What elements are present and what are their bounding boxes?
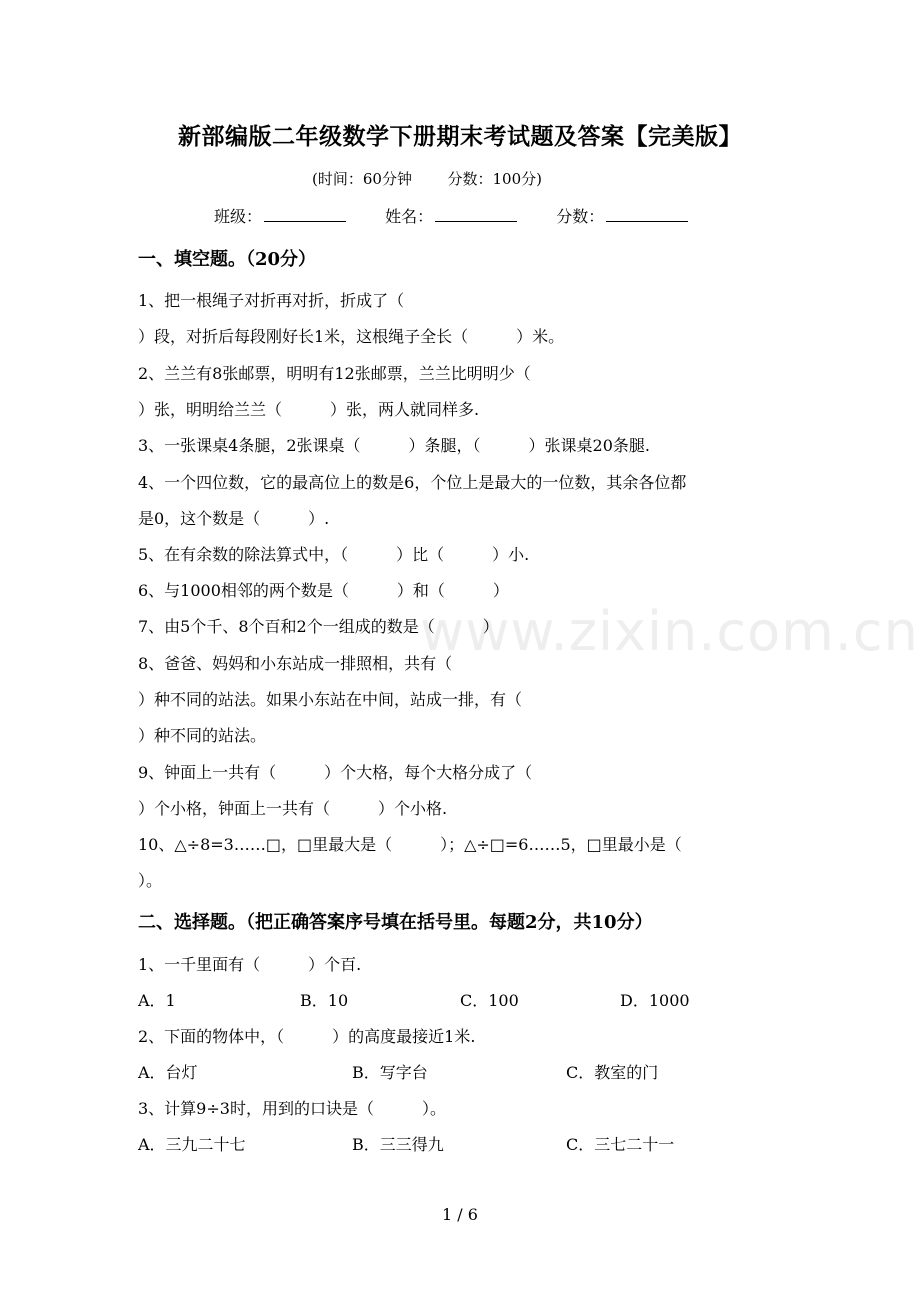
option-a[interactable]: A．三九二十七 bbox=[138, 1135, 246, 1154]
score-blank[interactable] bbox=[606, 207, 688, 222]
option-b[interactable]: B．写字台 bbox=[352, 1063, 428, 1082]
option-d[interactable]: D．1000 bbox=[620, 991, 690, 1010]
name-blank[interactable] bbox=[435, 207, 517, 222]
question-line: ）段，对折后每段刚好长1米，这根绳子全长（ ）米。 bbox=[138, 327, 565, 346]
question-line: 10、△÷8=3……□，□里最大是（ ）；△÷□=6……5，□里最小是（ bbox=[138, 835, 682, 854]
choice-question: 2、下面的物体中，（ ）的高度最接近1米. bbox=[138, 1027, 476, 1046]
question-line: 是0，这个数是（ ）. bbox=[138, 509, 330, 528]
option-b[interactable]: B．三三得九 bbox=[352, 1135, 444, 1154]
option-c[interactable]: C．100 bbox=[460, 991, 519, 1010]
watermark: www.zixin.com.cn bbox=[420, 600, 919, 663]
option-c[interactable]: C．三七二十一 bbox=[566, 1135, 675, 1154]
option-c[interactable]: C．教室的门 bbox=[566, 1063, 659, 1082]
exam-info bbox=[312, 168, 542, 189]
question-line: ）。 bbox=[138, 871, 163, 890]
page-number: 1 / 6 bbox=[442, 1205, 478, 1224]
class-blank[interactable] bbox=[264, 207, 346, 222]
name-label: 姓名： bbox=[385, 207, 434, 226]
class-label: 班级： bbox=[214, 207, 263, 226]
option-a[interactable]: A．1 bbox=[138, 991, 176, 1010]
choice-question: 3、计算9÷3时，用到的口诀是（ ）。 bbox=[138, 1099, 446, 1118]
question-line: 8、爸爸、妈妈和小东站成一排照相，共有（ bbox=[138, 654, 453, 673]
question-line: 6、与1000相邻的两个数是（ ）和（ ） bbox=[138, 581, 509, 600]
score-label: 分数： bbox=[556, 207, 605, 226]
question-line: 7、由5个千、8个百和2个一组成的数是（ ） bbox=[138, 617, 499, 636]
section2-heading: 二、选择题。（把正确答案序号填在括号里。每题2分，共10分） bbox=[138, 912, 653, 933]
student-fields bbox=[214, 204, 722, 227]
time-info: (时间：60分钟 bbox=[312, 170, 412, 188]
question-line: 1、把一根绳子对折再对折，折成了（ bbox=[138, 291, 405, 310]
question-line: 4、一个四位数，它的最高位上的数是6，个位上是最大的一位数，其余各位都 bbox=[138, 473, 687, 492]
score-field bbox=[556, 204, 688, 227]
class-field bbox=[214, 204, 346, 227]
page-title: 新部编版二年级数学下册期末考试题及答案【完美版】 bbox=[178, 123, 742, 150]
question-line: 3、一张课桌4条腿，2张课桌（ ）条腿，（ ）张课桌20条腿. bbox=[138, 436, 650, 455]
question-line: ）个小格，钟面上一共有（ ）个小格. bbox=[138, 799, 448, 818]
score-info: 分数：100分) bbox=[447, 170, 542, 188]
name-field bbox=[385, 204, 517, 227]
option-b[interactable]: B．10 bbox=[300, 991, 349, 1010]
choice-question: 1、一千里面有（ ）个百. bbox=[138, 955, 362, 974]
option-a[interactable]: A．台灯 bbox=[138, 1063, 198, 1082]
question-line: 2、兰兰有8张邮票，明明有12张邮票，兰兰比明明少（ bbox=[138, 364, 531, 383]
question-line: ）张，明明给兰兰（ ）张，两人就同样多. bbox=[138, 400, 480, 419]
question-line: ）种不同的站法。如果小东站在中间，站成一排，有（ bbox=[138, 690, 523, 709]
question-line: ）种不同的站法。 bbox=[138, 726, 267, 745]
question-line: 9、钟面上一共有（ ）个大格，每个大格分成了（ bbox=[138, 763, 533, 782]
question-line: 5、在有余数的除法算式中，（ ）比（ ）小. bbox=[138, 545, 530, 564]
section1-heading: 一、填空题。（20分） bbox=[138, 249, 317, 270]
